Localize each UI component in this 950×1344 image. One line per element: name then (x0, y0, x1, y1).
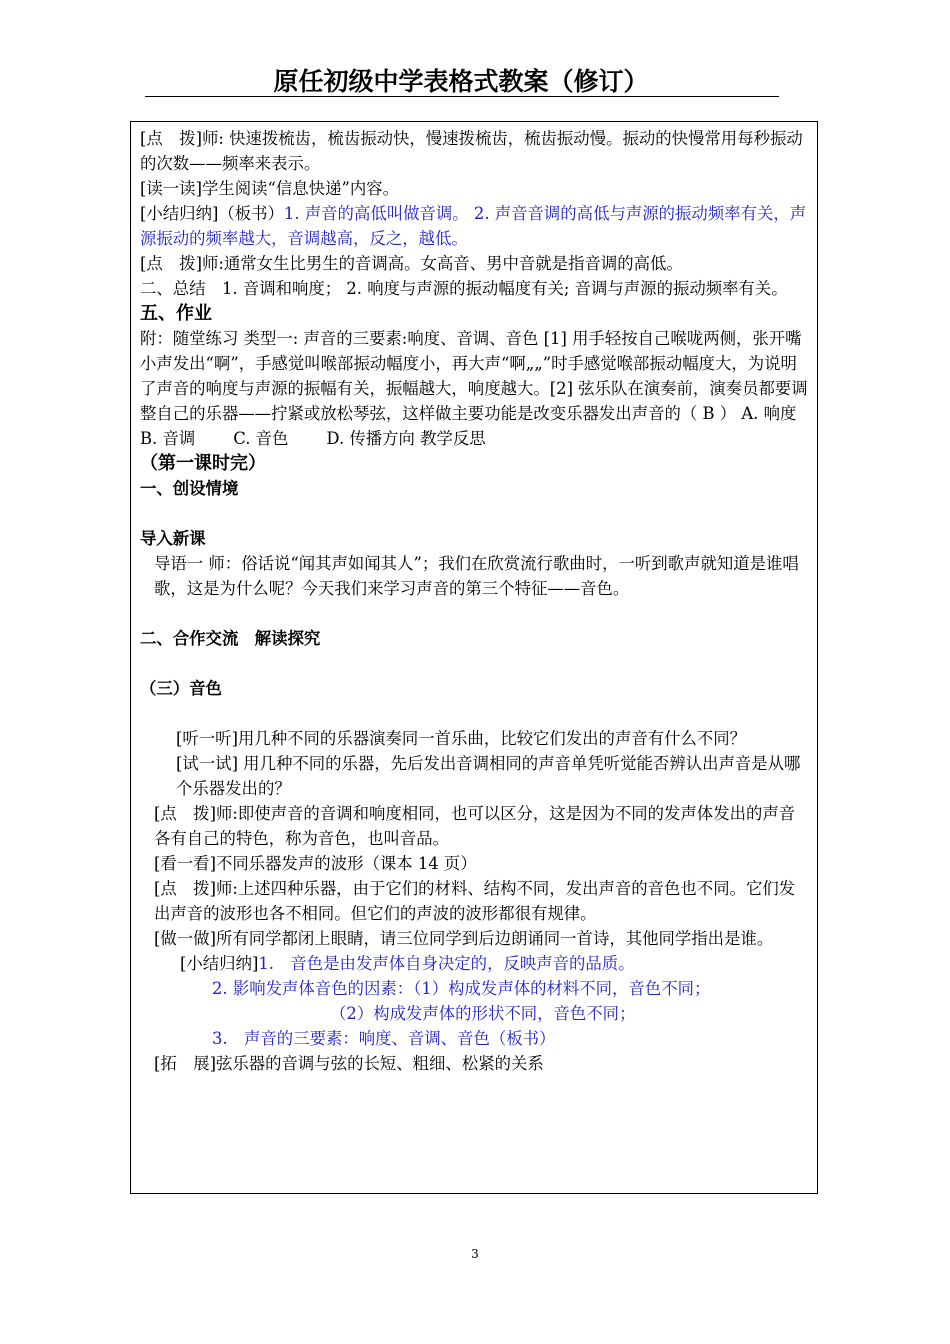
paragraph-pluck-explanation: [点 拨]师: 快速拨梳齿，梳齿振动快，慢速拨梳齿，梳齿振动慢。振动的快慢常用每秒振动的次数——频率来表示。 (140, 129, 803, 173)
paragraph-exercises: 附：随堂练习 类型一: 声音的三要素:响度、音调、音色 [1] 用手轻按自己喉咙两侧，张开嘴小声发出“啊”，手感觉叫喉部振动幅度小，再大声“啊„„”时手感觉喉部振动幅度大，为说明了声音的响度与声源的振幅有关，振幅越大，响度越大。[2] 弦乐队在演奏前，演奏员都要调整自己的乐器——拧紧或放松琴弦，这样做主要功能是改变乐器发出声音的（ B ） A. 响度 B. 音调 C. 音色 D. 传播方向 教学反思 (140, 329, 835, 448)
heading-homework: 五、作业 (140, 303, 212, 324)
heading-timbre: （三）音色 (140, 679, 222, 698)
heading-situation: 一、创设情境 (140, 479, 239, 498)
paragraph-pluck-instruments: [点 拨]师:上述四种乐器，由于它们的材料、结构不同，发出声音的音色也不同。它们发出声音的波形也各不相同。但它们的声波的波形都很有规律。 (154, 879, 796, 923)
paragraph-listen: [听一听]用几种不同的乐器演奏同一首乐曲，比较它们发出的声音有什么不同？ (176, 729, 747, 748)
paragraph-conclusion: 二、总结 1. 音调和响度； 2. 响度与声源的振动幅度有关; 音调与声源的振动频率有关。 (140, 279, 788, 298)
lesson-plan-table-cell (130, 121, 835, 1194)
paragraph-try: [试一试] 用几种不同的乐器，先后发出音调相同的声音单凭听觉能否辨认出声音是从哪个乐器发出的？ (176, 754, 801, 798)
summary-point-1: 1. 音色是由发声体自身决定的，反映声音的品质。 (258, 954, 635, 973)
paragraph-pitch-note: [点 拨]师:通常女生比男生的音调高。女高音、男中音就是指音调的高低。 (140, 254, 683, 273)
page-title: 原任初级中学表格式教案（修订） (273, 67, 649, 96)
summary-point-2: 2. 影响发声体音色的因素：（1）构成发声体的材料不同，音色不同； (212, 979, 711, 998)
paragraph-summary-1 (140, 201, 809, 251)
paragraph-do: [做一做]所有同学都闭上眼睛，请三位同学到后边朗诵同一首诗，其他同学指出是谁。 (154, 929, 774, 948)
page-number: 3 (471, 1247, 479, 1261)
heading-first-lesson-end: （第一课时完） (140, 453, 266, 474)
paragraph-look: [看一看]不同乐器发声的波形（课本 14 页） (154, 854, 477, 873)
heading-cooperate: 二、合作交流 解读探究 (140, 629, 321, 648)
summary-label-2: [小结归纳] (180, 954, 259, 973)
summary-blue-text: 1. 声音的高低叫做音调。 2. 声音音调的高低与声源的振动频率有关，声源振动的频率越大，音调越高，反之，越低。 (140, 204, 807, 248)
paragraph-intro: 导语一 师：俗话说“闻其声如闻其人”；我们在欣赏流行歌曲时，一听到歌声就知道是谁唱歌，这是为什么呢？今天我们来学习声音的第三个特征——音色。 (154, 554, 799, 598)
paragraph-read: [读一读]学生阅读“信息快递”内容。 (140, 179, 400, 198)
summary-label: [小结归纳]（板书） (140, 204, 284, 223)
paragraph-extend: [拓 展]弦乐器的音调与弦的长短、粗细、松紧的关系 (154, 1054, 544, 1073)
header-rule (145, 96, 779, 97)
summary-point-2b: （2）构成发声体的形状不同，音色不同； (330, 1004, 636, 1023)
summary-line-1 (140, 951, 809, 976)
summary-point-3: 3. 声音的三要素：响度、音调、音色（板书） (212, 1029, 556, 1048)
paragraph-pluck-timbre: [点 拨]师:即使声音的音调和响度相同，也可以区分，这是因为不同的发声体发出的声音各有自己的特色，称为音色，也叫音品。 (154, 804, 796, 848)
heading-intro: 导入新课 (140, 529, 206, 548)
